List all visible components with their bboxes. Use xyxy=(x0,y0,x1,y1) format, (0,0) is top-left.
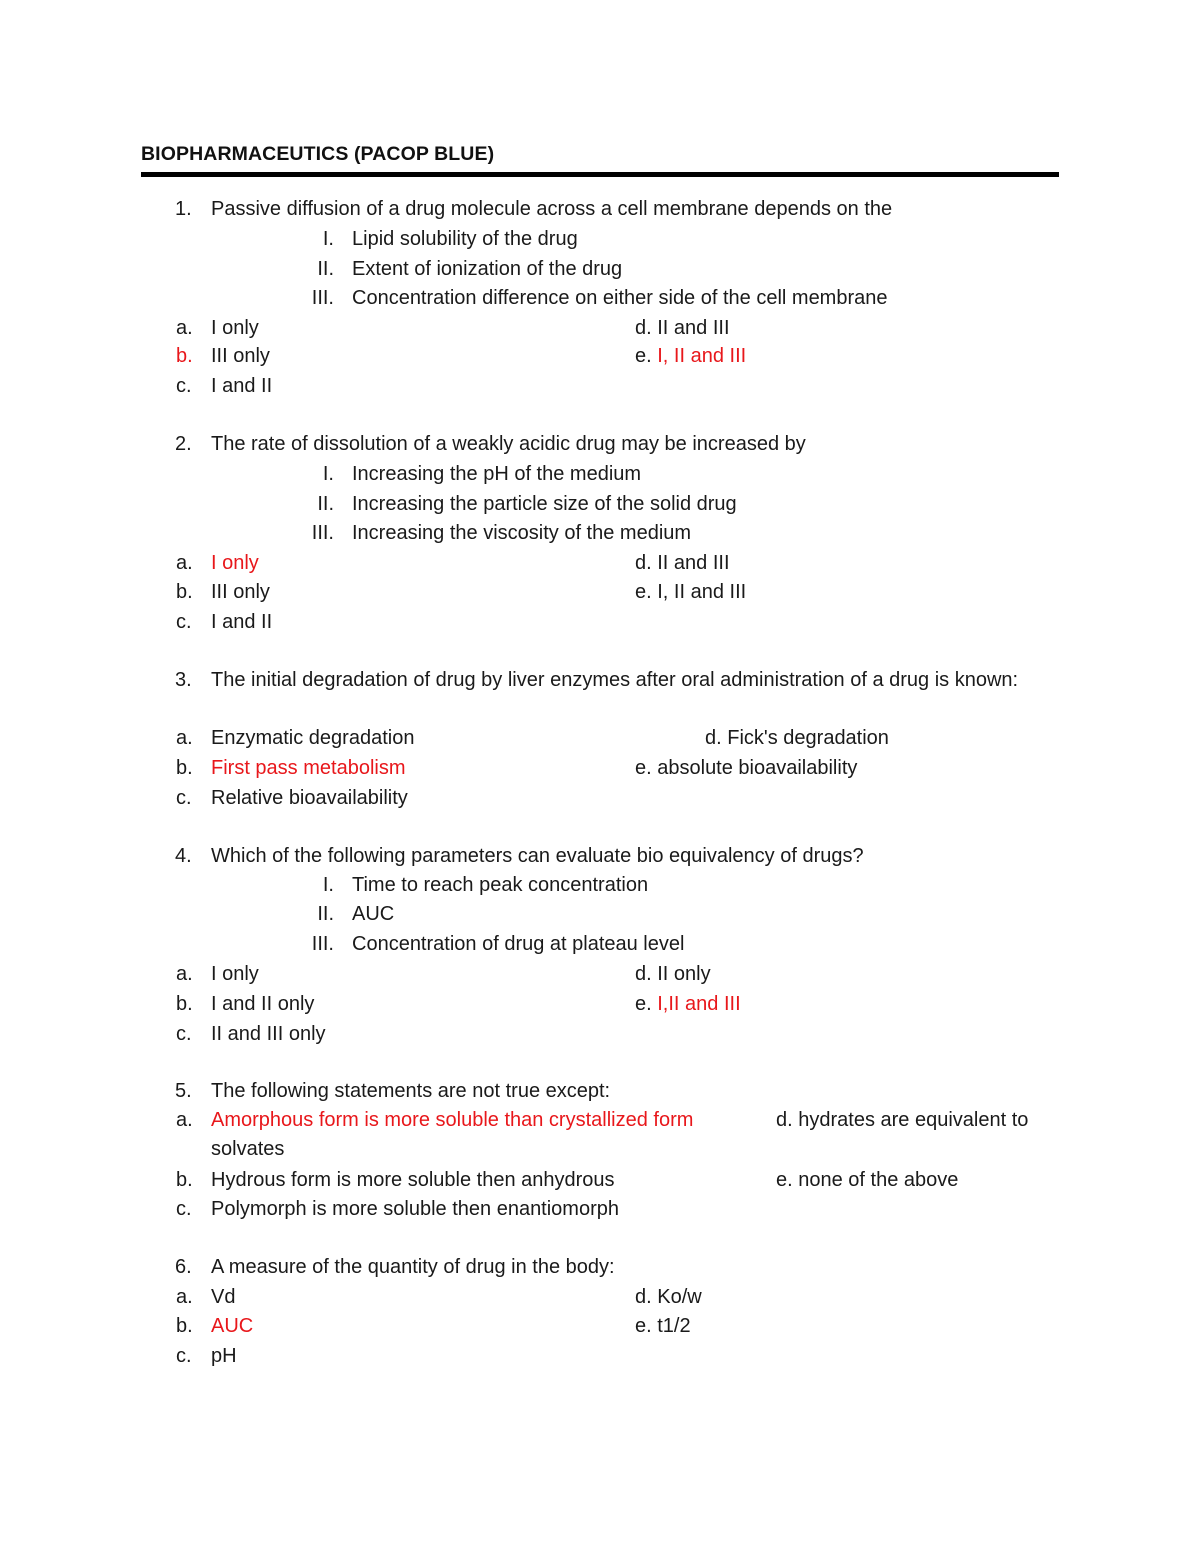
option-text: Hydrous form is more soluble then anhydrous xyxy=(211,1169,615,1191)
option-text: I and II xyxy=(211,375,273,397)
option-text: I and II xyxy=(211,611,273,633)
question-text: Passive diffusion of a drug molecule across a cell membrane depends on the xyxy=(211,198,893,220)
question-2 xyxy=(0,430,1200,650)
option-letter: d. xyxy=(635,317,652,339)
option-text: none of the above xyxy=(798,1169,959,1191)
option-letter: e. xyxy=(635,757,652,779)
option-text-answer: First pass metabolism xyxy=(211,757,406,779)
roman-text: Concentration of drug at plateau level xyxy=(352,933,685,955)
option-letter-answer: b. xyxy=(176,345,193,367)
option-right xyxy=(635,754,857,784)
option-letter: d. xyxy=(635,1286,652,1308)
roman-label: I. xyxy=(322,228,334,250)
option-text: Polymorph is more soluble then enantiomorph xyxy=(211,1198,619,1220)
question-text: The rate of dissolution of a weakly acidic drug may be increased by xyxy=(211,433,806,455)
roman-label: III. xyxy=(311,933,334,955)
roman-label: III. xyxy=(311,522,334,544)
option-letter: b. xyxy=(176,757,193,779)
option-text: pH xyxy=(211,1345,237,1367)
option-letter: a. xyxy=(176,727,193,749)
roman-label: II. xyxy=(317,903,334,925)
option-right xyxy=(635,990,741,1020)
option-text: III only xyxy=(211,345,270,367)
option-text-answer: AUC xyxy=(211,1315,254,1337)
question-number: 6. xyxy=(175,1256,192,1278)
roman-text: Increasing the viscosity of the medium xyxy=(352,522,692,544)
question-number: 4. xyxy=(175,845,192,867)
option-letter: a. xyxy=(176,317,193,339)
question-number: 1. xyxy=(175,198,192,220)
question-text: The following statements are not true except: xyxy=(211,1080,611,1102)
page-title: BIOPHARMACEUTICS (PACOP BLUE) xyxy=(141,143,495,165)
roman-text: AUC xyxy=(352,903,395,925)
roman-label: II. xyxy=(317,493,334,515)
option-right xyxy=(635,314,730,344)
option-text: hydrates are equivalent to xyxy=(798,1109,1029,1131)
option-letter: e. xyxy=(635,581,652,603)
option-right xyxy=(776,1106,1028,1136)
option-letter: d. xyxy=(635,963,652,985)
question-5 xyxy=(0,1077,1200,1237)
title-rule xyxy=(141,172,1059,177)
option-right xyxy=(635,1283,702,1313)
option-right xyxy=(635,342,746,372)
option-letter: a. xyxy=(176,1286,193,1308)
option-right xyxy=(705,724,889,754)
roman-label: I. xyxy=(322,463,334,485)
option-text: II and III only xyxy=(211,1023,326,1045)
option-right xyxy=(635,578,746,608)
question-text: A measure of the quantity of drug in the body: xyxy=(211,1256,615,1278)
option-letter: c. xyxy=(176,611,192,633)
option-text: Vd xyxy=(211,1286,236,1308)
option-letter: a. xyxy=(176,552,193,574)
option-text: I and II only xyxy=(211,993,315,1015)
roman-text: Increasing the pH of the medium xyxy=(352,463,642,485)
option-text: III only xyxy=(211,581,270,603)
question-1 xyxy=(0,195,1200,415)
option-text-answer: I,II and III xyxy=(657,993,741,1015)
question-text: Which of the following parameters can evaluate bio equivalency of drugs? xyxy=(211,845,864,867)
option-text: II only xyxy=(657,963,711,985)
option-letter: a. xyxy=(176,963,193,985)
option-letter: b. xyxy=(176,993,193,1015)
question-number: 2. xyxy=(175,433,192,455)
roman-text: Lipid solubility of the drug xyxy=(352,228,578,250)
roman-label: I. xyxy=(322,874,334,896)
roman-text: Time to reach peak concentration xyxy=(352,874,649,896)
option-letter: e. xyxy=(776,1169,793,1191)
option-right xyxy=(635,549,730,579)
option-text-answer: I, II and III xyxy=(657,345,747,367)
roman-label: II. xyxy=(317,258,334,280)
option-text: t1/2 xyxy=(657,1315,691,1337)
option-letter: c. xyxy=(176,787,192,809)
option-right xyxy=(776,1166,958,1196)
roman-label: III. xyxy=(311,287,334,309)
question-6 xyxy=(0,1253,1200,1383)
option-letter: c. xyxy=(176,375,192,397)
option-letter: e. xyxy=(635,993,652,1015)
question-number: 5. xyxy=(175,1080,192,1102)
option-text: II and III xyxy=(657,552,730,574)
option-letter: c. xyxy=(176,1345,192,1367)
option-letter: d. xyxy=(705,727,722,749)
roman-text: Concentration difference on either side of the cell membrane xyxy=(352,287,888,309)
option-letter: e. xyxy=(635,1315,652,1337)
option-text-answer: I only xyxy=(211,552,259,574)
option-letter: d. xyxy=(635,552,652,574)
option-letter: b. xyxy=(176,581,193,603)
option-text: I only xyxy=(211,963,259,985)
option-letter: d. xyxy=(776,1109,793,1131)
option-text-answer: Amorphous form is more soluble than crystallized form xyxy=(211,1109,694,1131)
option-letter: c. xyxy=(176,1023,192,1045)
option-text: I, II and III xyxy=(657,581,747,603)
option-text: Ko/w xyxy=(657,1286,702,1308)
option-letter: e. xyxy=(635,345,652,367)
option-letter: b. xyxy=(176,1169,193,1191)
option-text-continued: solvates xyxy=(211,1138,285,1160)
question-4 xyxy=(0,842,1200,1062)
option-text: II and III xyxy=(657,317,730,339)
roman-text: Extent of ionization of the drug xyxy=(352,258,623,280)
option-letter: b. xyxy=(176,1315,193,1337)
option-text: Relative bioavailability xyxy=(211,787,408,809)
question-text: The initial degradation of drug by liver enzymes after oral administration of a drug is known: xyxy=(211,669,1019,691)
option-right xyxy=(635,960,711,990)
option-text: I only xyxy=(211,317,259,339)
question-number: 3. xyxy=(175,669,192,691)
option-text: Enzymatic degradation xyxy=(211,727,415,749)
option-letter: a. xyxy=(176,1109,193,1131)
option-text: Fick's degradation xyxy=(727,727,889,749)
option-text: absolute bioavailability xyxy=(657,757,858,779)
question-3 xyxy=(0,666,1200,826)
option-letter: c. xyxy=(176,1198,192,1220)
option-right xyxy=(635,1312,691,1342)
roman-text: Increasing the particle size of the solid drug xyxy=(352,493,737,515)
